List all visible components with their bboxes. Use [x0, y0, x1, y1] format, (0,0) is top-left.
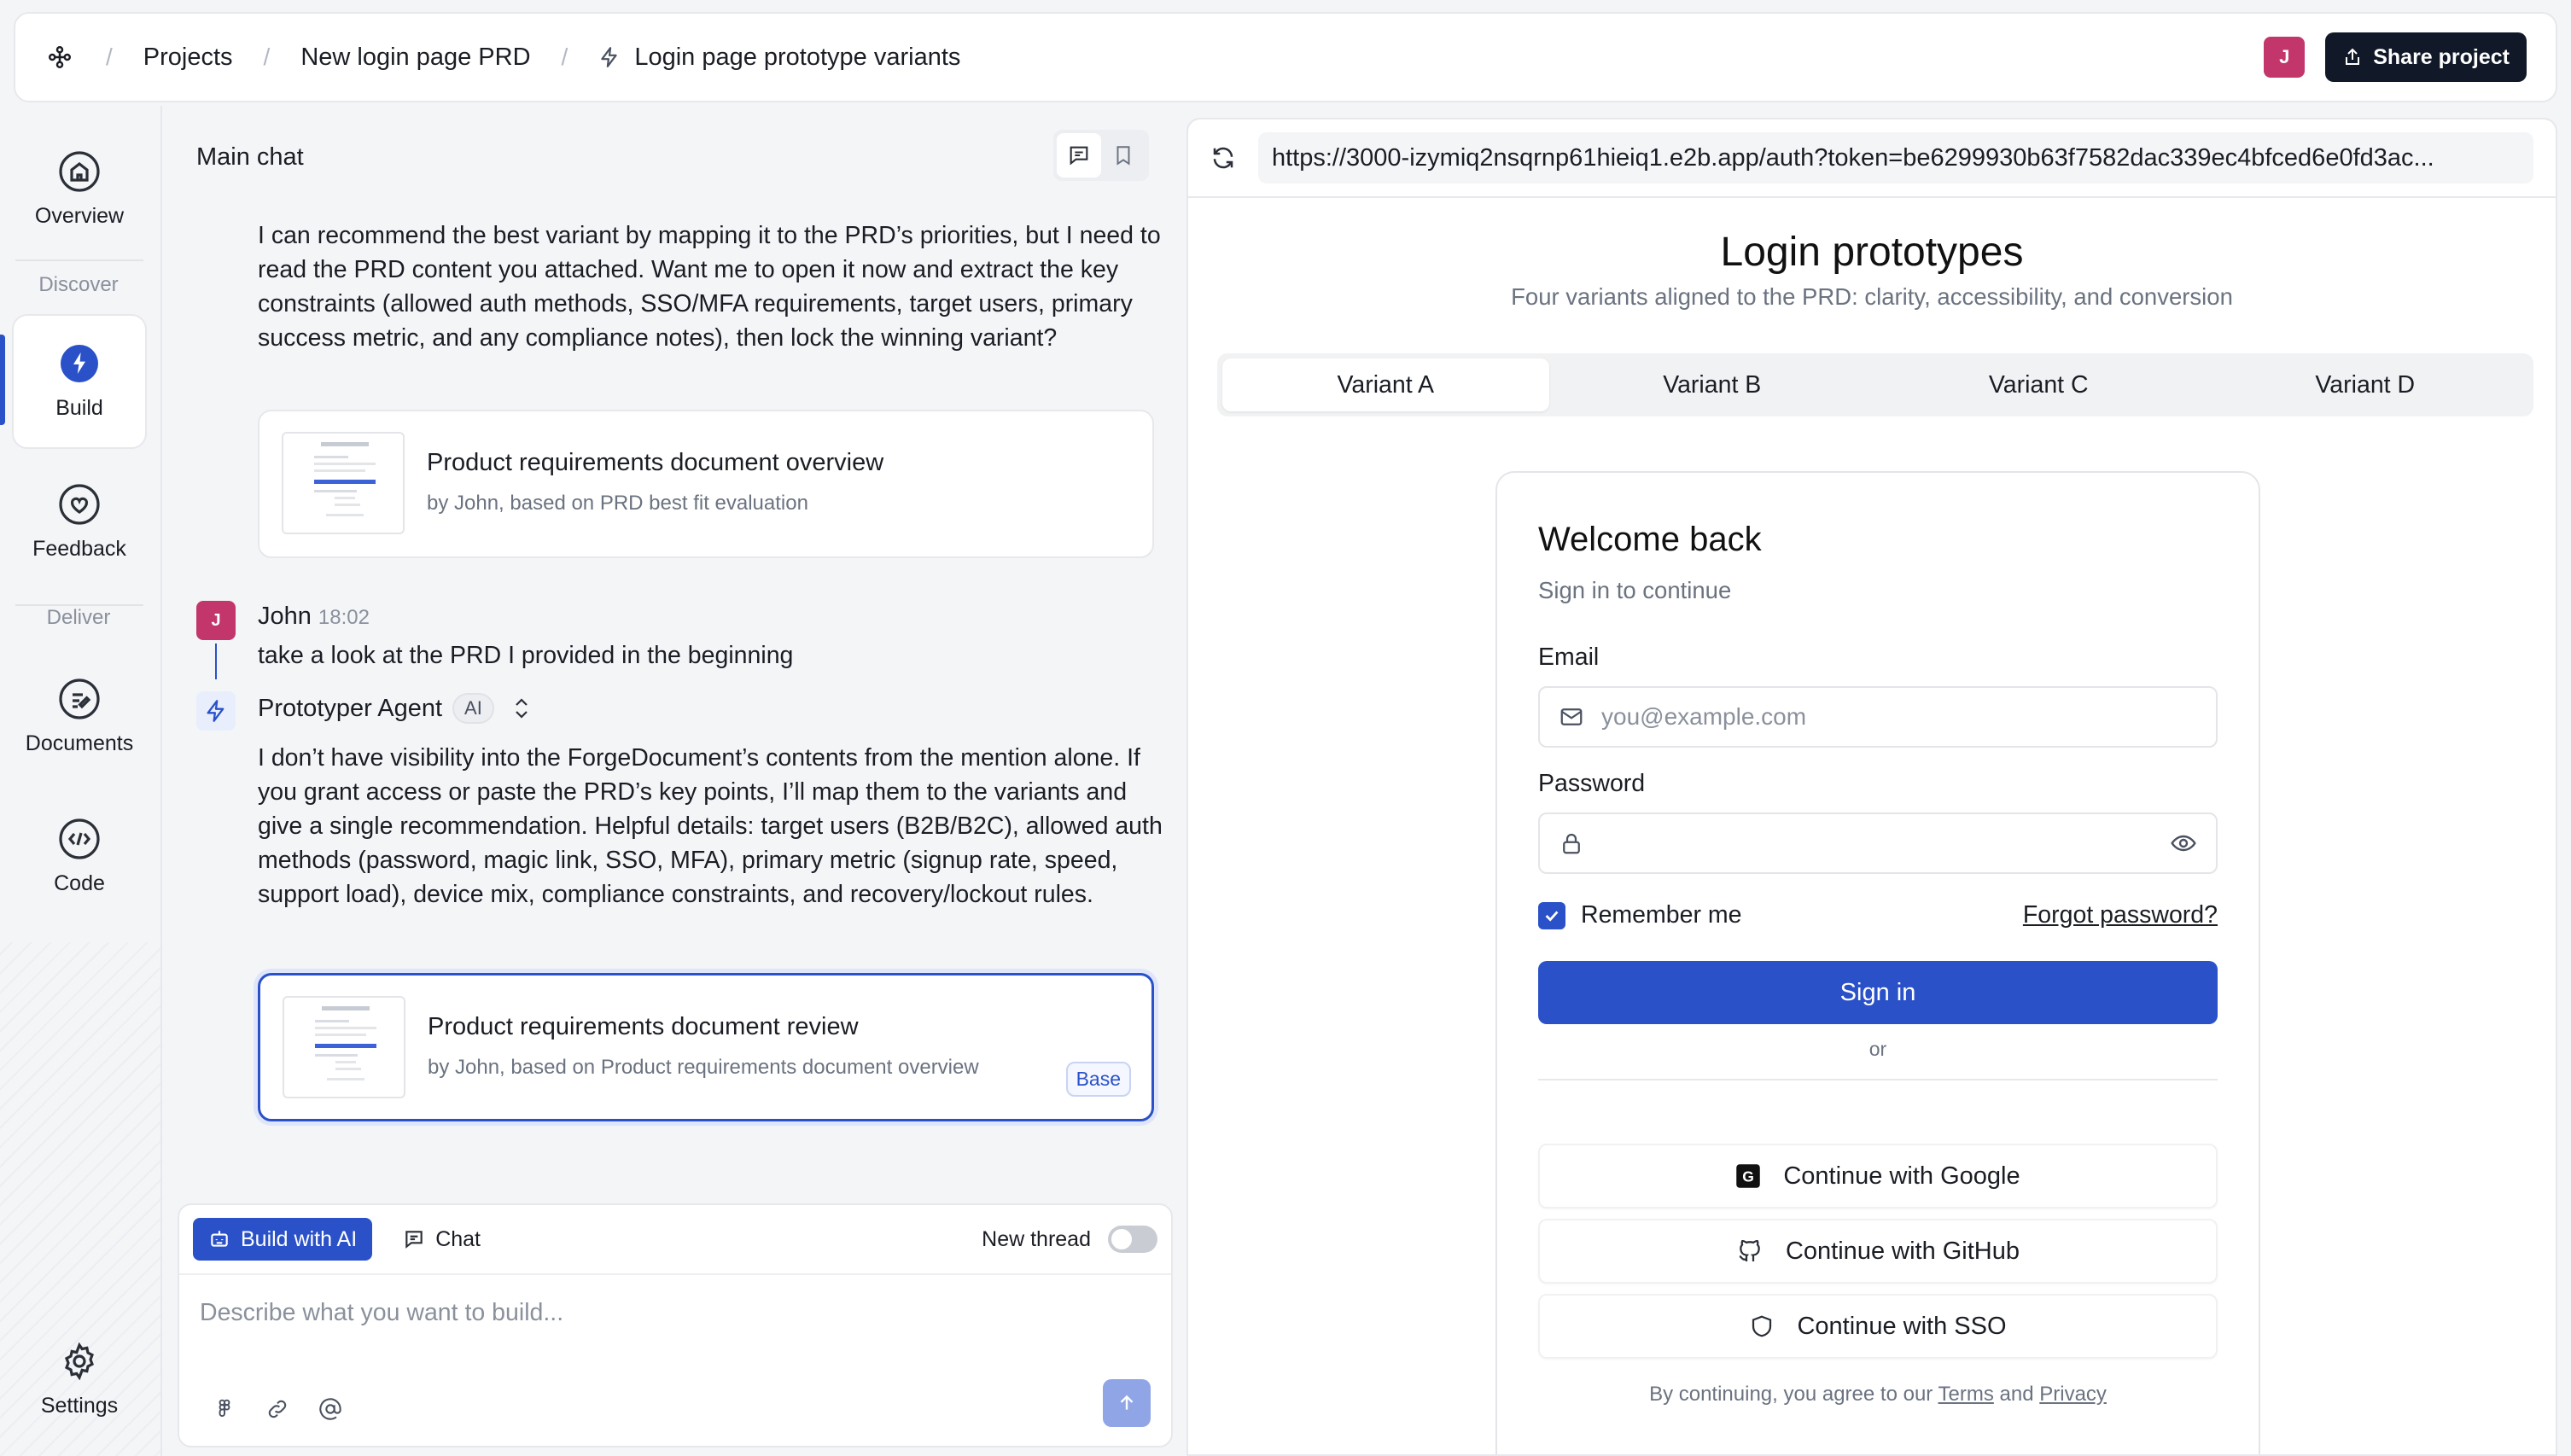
send-button[interactable]	[1103, 1379, 1151, 1427]
code-icon	[59, 818, 100, 859]
legal-prefix: By continuing, you agree to our	[1649, 1383, 1933, 1406]
arrow-up-icon	[1116, 1392, 1138, 1414]
agent-header	[258, 693, 532, 724]
agent-name: Prototyper Agent	[258, 694, 443, 722]
eye-icon[interactable]	[2170, 830, 2197, 857]
share-icon	[2342, 47, 2363, 67]
remember-label: Remember me	[1581, 901, 1742, 929]
share-project-button[interactable]	[2325, 32, 2527, 82]
lightbulb-icon	[59, 343, 100, 384]
mail-icon	[1559, 704, 1584, 730]
breadcrumb-projects[interactable]: Projects	[143, 43, 233, 71]
tab-variant-b[interactable]: Variant B	[1663, 370, 1762, 399]
home-icon	[59, 151, 100, 192]
top-bar	[14, 12, 2557, 102]
agent-message: I don’t have visibility into the ForgeDocument’s contents from the mention alone. If you grant access or paste the PRD’s key points, I’ll map them to the variants and give a single recommendation. Helpful details: target users (B2B/B2C), allowed auth methods (password, magic link, SSO, MFA), primary metric (signup rate, speed, support load), device mix, compliance constraints, and recovery/lockout rules.	[258, 744, 1163, 908]
user-avatar: J	[196, 601, 236, 640]
tab-variant-a[interactable]: Variant A	[1222, 358, 1549, 411]
tab-variant-c[interactable]: Variant C	[1988, 370, 2089, 399]
login-card	[1495, 471, 2260, 1456]
preview-panel	[1186, 118, 2557, 1456]
google-label: Continue with Google	[1783, 1162, 2020, 1190]
preview-title: Login prototypes	[1720, 230, 2024, 275]
composer	[178, 1203, 1173, 1447]
new-thread-toggle[interactable]	[1108, 1226, 1157, 1253]
legal-and: and	[1999, 1383, 2034, 1406]
bolt-icon	[598, 46, 621, 68]
user-avatar[interactable]: J	[2264, 37, 2305, 78]
figma-button[interactable]	[210, 1395, 239, 1424]
document-card-subtitle: by John, based on Product requirements document overview	[428, 1056, 979, 1079]
rail-label-build: Build	[55, 395, 103, 420]
continue-with-google-button[interactable]	[1538, 1144, 2218, 1208]
left-rail	[0, 106, 162, 1456]
rail-label-code: Code	[54, 871, 105, 895]
continue-with-github-button[interactable]	[1538, 1219, 2218, 1284]
sign-in-button[interactable]: Sign in	[1538, 961, 2218, 1024]
continue-with-sso-button[interactable]	[1538, 1294, 2218, 1359]
message-header	[258, 603, 370, 631]
svg-text:G: G	[1742, 1168, 1755, 1185]
new-thread-label: New thread	[982, 1226, 1091, 1251]
terms-link[interactable]: Terms	[1938, 1383, 1994, 1406]
breadcrumb-prd[interactable]: New login page PRD	[300, 43, 531, 71]
expand-chevrons-icon[interactable]	[511, 696, 532, 720]
build-with-ai-label: Build with AI	[241, 1226, 358, 1251]
document-card-selected[interactable]	[258, 973, 1154, 1121]
chat-title: Main chat	[196, 143, 304, 171]
forgot-password-link[interactable]: Forgot password?	[2022, 901, 2218, 929]
rail-item-build[interactable]	[12, 314, 147, 449]
email-label: Email	[1538, 644, 1600, 671]
composer-tools	[210, 1395, 345, 1424]
github-icon	[1736, 1238, 1764, 1265]
url-bar	[1188, 119, 2556, 198]
thread-connector	[215, 644, 217, 679]
document-card-title: Product requirements document overview	[427, 449, 884, 476]
chat-bubble-icon	[1067, 143, 1091, 167]
privacy-link[interactable]: Privacy	[2039, 1383, 2107, 1406]
rail-label-settings: Settings	[40, 1393, 119, 1418]
document-thumbnail	[283, 996, 405, 1098]
active-indicator	[0, 335, 5, 425]
google-icon	[1735, 1163, 1761, 1189]
composer-input[interactable]	[200, 1299, 1139, 1327]
or-divider-label: or	[1868, 1038, 1887, 1060]
rail-divider	[15, 259, 143, 261]
password-label: Password	[1538, 770, 1646, 797]
new-thread-control	[982, 1226, 1157, 1253]
preview-subtitle: Four variants aligned to the PRD: clarity, accessibility, and conversion	[1511, 283, 2233, 310]
legal-notice	[1497, 1383, 2259, 1406]
login-title: Welcome back	[1538, 521, 1762, 558]
password-field[interactable]	[1538, 812, 2218, 874]
url-field[interactable]: https://3000-izymiq2nsqrnp61hieiq1.e2b.app/auth?token=be6299930b63f7582dac339ec4bfced6e0fd3ac...	[1258, 132, 2533, 183]
rail-item-settings[interactable]	[12, 1321, 147, 1437]
agent-message: I can recommend the best variant by mapping it to the PRD’s priorities, but I need to read the PRD content you attached. Want me to open it now and extract the key constraints (allowed auth methods, SSO/MFA requirements, target users, primary success metric, and any compliance notes), then lock the winning variant?	[258, 222, 1161, 352]
rail-label-overview: Overview	[34, 203, 125, 228]
message-author: John	[258, 603, 312, 630]
password-input[interactable]	[1601, 830, 2153, 857]
chat-bubble-button[interactable]	[1057, 133, 1101, 178]
build-with-ai-button[interactable]	[193, 1218, 372, 1261]
link-button[interactable]	[263, 1395, 292, 1424]
rail-label-documents: Documents	[25, 731, 134, 755]
document-edit-icon	[59, 678, 100, 719]
breadcrumb-current[interactable]: Login page prototype variants	[634, 43, 961, 71]
app-logo-icon[interactable]	[44, 42, 75, 73]
lock-icon	[1559, 830, 1584, 856]
variant-tabs	[1217, 353, 2533, 416]
link-icon	[265, 1397, 289, 1421]
bookmark-icon	[1112, 144, 1134, 166]
base-badge: Base	[1066, 1062, 1131, 1097]
document-card-subtitle: by John, based on PRD best fit evaluation	[427, 492, 808, 515]
user-message: take a look at the PRD I provided in the beginning	[258, 642, 794, 669]
rail-label-feedback: Feedback	[32, 536, 126, 561]
share-project-label: Share project	[2373, 44, 2510, 69]
figma-icon	[213, 1397, 236, 1421]
sso-label: Continue with SSO	[1797, 1312, 2007, 1340]
remember-me[interactable]	[1538, 901, 1741, 929]
email-field[interactable]	[1538, 686, 2218, 748]
feedback-heart-icon	[59, 484, 100, 525]
github-label: Continue with GitHub	[1785, 1237, 2020, 1265]
divider	[1538, 1079, 2218, 1080]
login-subtitle: Sign in to continue	[1538, 577, 1732, 603]
breadcrumb-separator: /	[106, 44, 113, 70]
breadcrumb-separator: /	[561, 44, 568, 70]
mention-button[interactable]	[316, 1395, 345, 1424]
chat-icon	[403, 1228, 425, 1250]
refresh-icon[interactable]	[1210, 145, 1236, 171]
rail-item-overview[interactable]	[12, 131, 147, 248]
rail-section-deliver: Deliver	[46, 606, 111, 629]
rail-item-documents[interactable]	[12, 659, 147, 775]
shield-icon	[1749, 1313, 1775, 1339]
chat-mode-label: Chat	[435, 1226, 481, 1251]
chat-mode-button[interactable]	[388, 1218, 496, 1261]
robot-icon	[208, 1228, 230, 1250]
rail-item-code[interactable]	[12, 799, 147, 915]
gear-icon	[59, 1341, 100, 1382]
message-time: 18:02	[318, 606, 370, 629]
document-card[interactable]	[258, 410, 1154, 558]
document-thumbnail	[282, 432, 405, 534]
remember-checkbox[interactable]	[1538, 902, 1565, 929]
rail-section-discover: Discover	[38, 273, 119, 296]
document-card-title: Product requirements document review	[428, 1013, 859, 1040]
bookmark-button[interactable]	[1101, 133, 1146, 178]
tab-variant-d[interactable]: Variant D	[2315, 370, 2416, 399]
chat-panel	[164, 106, 1178, 1456]
composer-header	[179, 1205, 1171, 1275]
breadcrumb-separator: /	[263, 44, 271, 70]
at-sign-icon	[318, 1397, 342, 1421]
rail-item-feedback[interactable]	[12, 464, 147, 580]
email-input[interactable]	[1601, 703, 2197, 731]
ai-badge: AI	[452, 693, 494, 724]
agent-bolt-icon	[196, 691, 236, 731]
chat-view-toggle	[1053, 130, 1149, 181]
